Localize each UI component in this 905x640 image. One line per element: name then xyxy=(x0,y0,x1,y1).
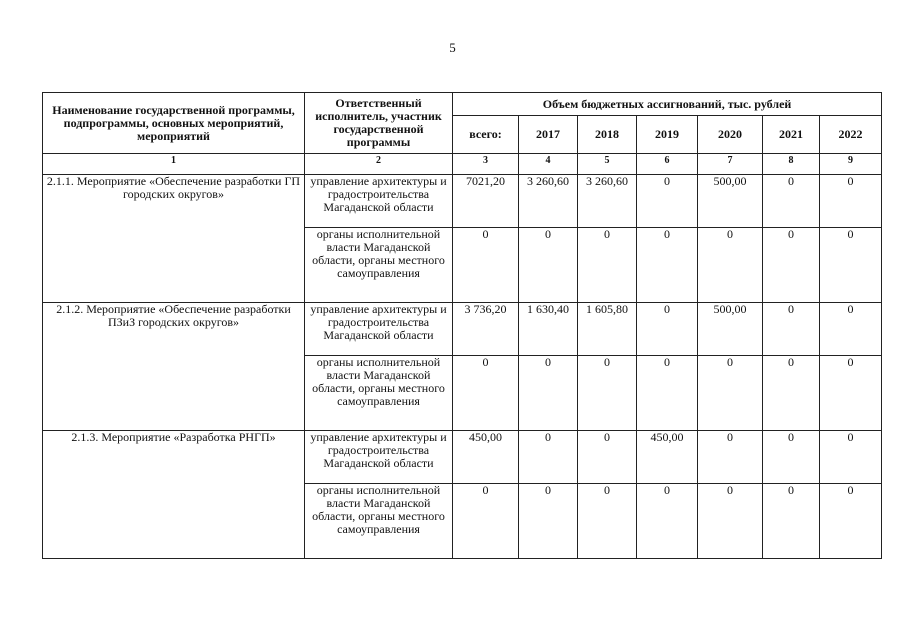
table-row xyxy=(43,431,882,484)
value-cell: 3 260,60 xyxy=(519,175,578,228)
value-cell: 0 xyxy=(637,303,698,356)
value-cell: 0 xyxy=(698,484,763,559)
value-cell: 0 xyxy=(578,484,637,559)
table-row xyxy=(43,175,882,228)
value-cell: 450,00 xyxy=(453,431,519,484)
value-cell: 0 xyxy=(763,228,820,303)
value-cell: 0 xyxy=(763,356,820,431)
header-year: 2021 xyxy=(763,116,820,154)
header-executor: Ответственный исполнитель, участник государственной программы xyxy=(305,93,453,154)
value-cell: 0 xyxy=(763,175,820,228)
header-volume: Объем бюджетных ассигнований, тыс. рублей xyxy=(453,93,882,116)
value-cell: 0 xyxy=(637,484,698,559)
value-cell: 450,00 xyxy=(637,431,698,484)
header-year: 2019 xyxy=(637,116,698,154)
header-row xyxy=(43,93,882,116)
value-cell: 3 260,60 xyxy=(578,175,637,228)
column-number: 7 xyxy=(698,154,763,175)
table-row xyxy=(43,303,882,356)
value-cell: 0 xyxy=(820,356,882,431)
value-cell: 0 xyxy=(820,228,882,303)
header-year: 2022 xyxy=(820,116,882,154)
value-cell: 0 xyxy=(453,228,519,303)
value-cell: 0 xyxy=(698,356,763,431)
column-number: 2 xyxy=(305,154,453,175)
header-year-total: всего: xyxy=(453,116,519,154)
value-cell: 0 xyxy=(578,431,637,484)
executor-cell: управление архитектуры и градостроительства Магаданской области xyxy=(305,431,453,484)
value-cell: 0 xyxy=(637,228,698,303)
value-cell: 0 xyxy=(820,175,882,228)
value-cell: 1 605,80 xyxy=(578,303,637,356)
value-cell: 0 xyxy=(453,484,519,559)
value-cell: 0 xyxy=(698,431,763,484)
activity-name: 2.1.1. Мероприятие «Обеспечение разработки ГП городских округов» xyxy=(43,175,305,303)
value-cell: 0 xyxy=(763,431,820,484)
header-name: Наименование государственной программы, подпрограммы, основных мероприятий, мероприятий xyxy=(43,93,305,154)
executor-cell: органы исполнительной власти Магаданской области, органы местного самоуправления xyxy=(305,484,453,559)
value-cell: 0 xyxy=(763,484,820,559)
column-number: 5 xyxy=(578,154,637,175)
value-cell: 0 xyxy=(763,303,820,356)
value-cell: 0 xyxy=(637,175,698,228)
value-cell: 500,00 xyxy=(698,175,763,228)
page-number: 5 xyxy=(449,40,456,55)
value-cell: 0 xyxy=(820,303,882,356)
value-cell: 0 xyxy=(578,356,637,431)
value-cell: 1 630,40 xyxy=(519,303,578,356)
column-number: 3 xyxy=(453,154,519,175)
column-number: 6 xyxy=(637,154,698,175)
column-number: 9 xyxy=(820,154,882,175)
executor-cell: управление архитектуры и градостроительства Магаданской области xyxy=(305,303,453,356)
column-number-row xyxy=(43,154,882,175)
value-cell: 0 xyxy=(578,228,637,303)
value-cell: 3 736,20 xyxy=(453,303,519,356)
activity-name: 2.1.2. Мероприятие «Обеспечение разработки ПЗиЗ городских округов» xyxy=(43,303,305,431)
value-cell: 0 xyxy=(698,228,763,303)
header-year: 2018 xyxy=(578,116,637,154)
executor-cell: органы исполнительной власти Магаданской области, органы местного самоуправления xyxy=(305,356,453,431)
value-cell: 0 xyxy=(519,431,578,484)
value-cell: 0 xyxy=(453,356,519,431)
value-cell: 0 xyxy=(637,356,698,431)
value-cell: 0 xyxy=(519,228,578,303)
value-cell: 0 xyxy=(519,484,578,559)
budget-table xyxy=(42,92,882,559)
activity-name: 2.1.3. Мероприятие «Разработка РНГП» xyxy=(43,431,305,559)
header-year: 2020 xyxy=(698,116,763,154)
value-cell: 0 xyxy=(519,356,578,431)
value-cell: 0 xyxy=(820,484,882,559)
value-cell: 7021,20 xyxy=(453,175,519,228)
value-cell: 500,00 xyxy=(698,303,763,356)
executor-cell: органы исполнительной власти Магаданской области, органы местного самоуправления xyxy=(305,228,453,303)
column-number: 4 xyxy=(519,154,578,175)
header-year: 2017 xyxy=(519,116,578,154)
column-number: 8 xyxy=(763,154,820,175)
column-number: 1 xyxy=(43,154,305,175)
value-cell: 0 xyxy=(820,431,882,484)
executor-cell: управление архитектуры и градостроительства Магаданской области xyxy=(305,175,453,228)
